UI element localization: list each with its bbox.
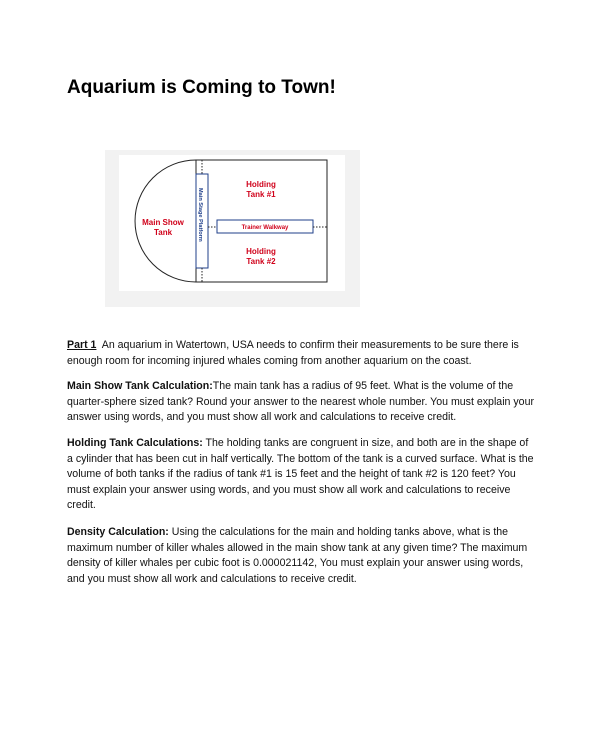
main-show-tank-label-line2: Tank [153, 228, 173, 237]
holding-tank-text: The holding tanks are congruent in size, and both are in the shape of a cylinder that has been cut in half vertically. The bottom of the tank is a curved surface. What is the volume of both tanks if the radius of tank #1 is 15 feet and the height of tank #2 is 120 feet? You must explain your answer using words, and you must show all work and calculations to receive credit. [67, 437, 534, 511]
part1-text: An aquarium in Watertown, USA needs to confirm their measurements to be sure there is enough room for incoming injured whales coming from another aquarium on the coast. [67, 339, 519, 367]
aquarium-layout-diagram [105, 150, 360, 307]
holding-tank-2-label-line2: Tank #2 [246, 257, 276, 266]
holding-tank-paragraph [67, 436, 537, 514]
holding-tank-heading: Holding Tank Calculations: [67, 437, 203, 449]
trainer-walkway-label: Trainer Walkway [241, 225, 289, 231]
holding-tank-2-label-line1: Holding [246, 247, 276, 256]
main-tank-paragraph [67, 379, 537, 426]
density-heading: Density Calculation: [67, 526, 169, 538]
main-tank-text: The main tank has a radius of 95 feet. What is the volume of the quarter-sphere sized tank? Round your answer to the nearest whole number. You must explain your answer using words, and you must show all work and calculations to receive credit. [67, 380, 534, 423]
part1-label: Part 1 [67, 339, 97, 351]
aquarium-layout-svg [105, 150, 360, 307]
main-stage-platform-label: Main Stage Platform [197, 188, 203, 242]
main-show-tank-label-line1: Main Show [142, 218, 184, 227]
holding-tank-1-label-line2: Tank #1 [246, 190, 276, 199]
density-paragraph [67, 525, 537, 587]
page-title: Aquarium is Coming to Town! [67, 77, 336, 98]
density-text: Using the calculations for the main and holding tanks above, what is the maximum number of killer whales allowed in the main show tank at any given time? The maximum density of killer whales per cubic foot is 0.000021142, You must explain your answer using words, and you must show all work and calculations to receive credit. [67, 526, 528, 585]
main-tank-heading: Main Show Tank Calculation: [67, 380, 213, 392]
holding-tank-1-label-line1: Holding [246, 180, 276, 189]
part1-paragraph [67, 338, 537, 369]
